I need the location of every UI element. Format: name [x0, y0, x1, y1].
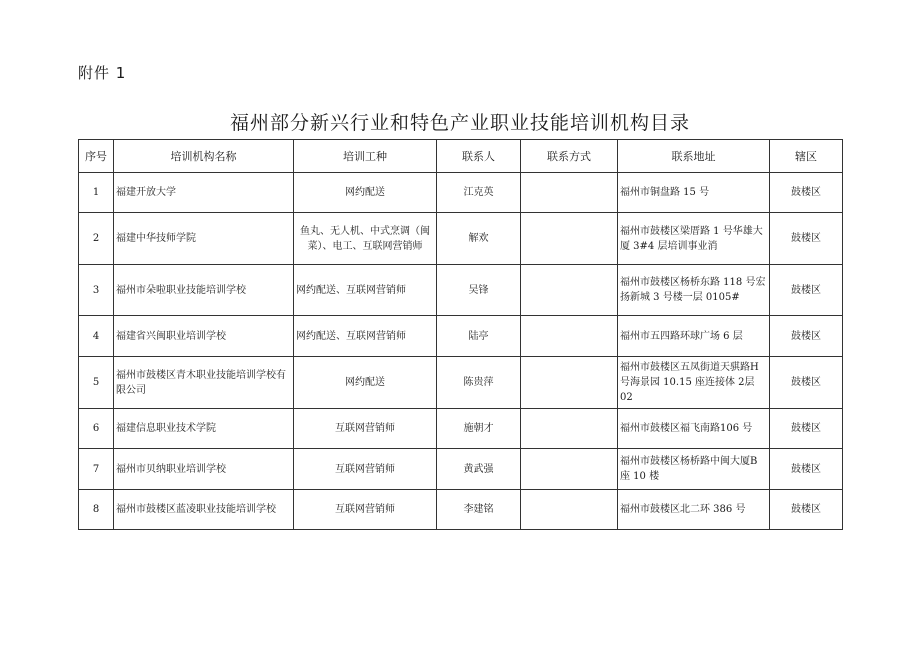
cell-name: 福州市贝纳职业培训学校 — [114, 449, 294, 490]
cell-contact: 陈贵萍 — [437, 357, 521, 409]
cell-no: 2 — [79, 213, 114, 265]
cell-name: 福建中华技师学院 — [114, 213, 294, 265]
table-row — [79, 265, 843, 316]
cell-address: 福州市铜盘路 15 号 — [618, 173, 770, 213]
cell-trade: 网约配送、互联网营销师 — [294, 316, 437, 357]
cell-address: 福州市鼓楼区杨桥东路 118 号宏扬新城 3 号楼一层 0105# — [618, 265, 770, 316]
cell-phone — [521, 213, 618, 265]
cell-phone — [521, 357, 618, 409]
cell-no: 4 — [79, 316, 114, 357]
training-directory-table — [78, 139, 843, 530]
cell-no: 3 — [79, 265, 114, 316]
cell-address: 福州市鼓楼区梁厝路 1 号华雄大厦 3#4 层培训事业消 — [618, 213, 770, 265]
cell-name: 福建信息职业技术学院 — [114, 409, 294, 449]
cell-contact: 解欢 — [437, 213, 521, 265]
cell-district: 鼓楼区 — [770, 490, 843, 530]
cell-trade: 网约配送 — [294, 173, 437, 213]
cell-district: 鼓楼区 — [770, 357, 843, 409]
table-row — [79, 490, 843, 530]
cell-phone — [521, 265, 618, 316]
cell-name: 福建开放大学 — [114, 173, 294, 213]
cell-address: 福州市五四路环球广场 6 层 — [618, 316, 770, 357]
cell-contact: 陆亭 — [437, 316, 521, 357]
column-header-phone: 联系方式 — [521, 140, 618, 173]
cell-trade: 互联网营销师 — [294, 449, 437, 490]
cell-address: 福州市鼓楼区福飞南路106 号 — [618, 409, 770, 449]
table-row — [79, 357, 843, 409]
column-header-contact: 联系人 — [437, 140, 521, 173]
column-header-district: 辖区 — [770, 140, 843, 173]
column-header-trade: 培训工种 — [294, 140, 437, 173]
table-row — [79, 409, 843, 449]
cell-name: 福州市鼓楼区青木职业技能培训学校有限公司 — [114, 357, 294, 409]
cell-address: 福州市鼓楼区北二环 386 号 — [618, 490, 770, 530]
cell-phone — [521, 316, 618, 357]
table-row — [79, 316, 843, 357]
cell-district: 鼓楼区 — [770, 449, 843, 490]
cell-no: 5 — [79, 357, 114, 409]
cell-district: 鼓楼区 — [770, 409, 843, 449]
cell-trade: 鱼丸、无人机、中式烹调（闽菜）、电工、互联网营销师 — [294, 213, 437, 265]
attachment-label: 附件 1 — [78, 64, 127, 82]
cell-address: 福州市鼓楼区五凤街道天骐路H 号海景园 10.15 座连接体 2层 02 — [618, 357, 770, 409]
cell-phone — [521, 409, 618, 449]
cell-contact: 吴锋 — [437, 265, 521, 316]
document-title: 福州部分新兴行业和特色产业职业技能培训机构目录 — [229, 112, 690, 134]
cell-no: 1 — [79, 173, 114, 213]
table-row — [79, 173, 843, 213]
cell-address: 福州市鼓楼区杨桥路中闽大厦B 座 10 楼 — [618, 449, 770, 490]
cell-district: 鼓楼区 — [770, 213, 843, 265]
cell-no: 7 — [79, 449, 114, 490]
column-header-address: 联系地址 — [618, 140, 770, 173]
cell-trade: 网约配送 — [294, 357, 437, 409]
cell-trade: 网约配送、互联网营销师 — [294, 265, 437, 316]
cell-phone — [521, 449, 618, 490]
table-header-row — [79, 140, 843, 173]
column-header-no: 序号 — [79, 140, 114, 173]
cell-no: 6 — [79, 409, 114, 449]
cell-contact: 江克英 — [437, 173, 521, 213]
cell-phone — [521, 490, 618, 530]
cell-name: 福建省兴闽职业培训学校 — [114, 316, 294, 357]
table-row — [79, 449, 843, 490]
cell-no: 8 — [79, 490, 114, 530]
cell-district: 鼓楼区 — [770, 173, 843, 213]
cell-phone — [521, 173, 618, 213]
cell-district: 鼓楼区 — [770, 265, 843, 316]
column-header-name: 培训机构名称 — [114, 140, 294, 173]
table-row — [79, 213, 843, 265]
cell-name: 福州市朵啦职业技能培训学校 — [114, 265, 294, 316]
cell-contact: 施朝才 — [437, 409, 521, 449]
cell-contact: 李建铭 — [437, 490, 521, 530]
cell-trade: 互联网营销师 — [294, 490, 437, 530]
cell-trade: 互联网营销师 — [294, 409, 437, 449]
cell-district: 鼓楼区 — [770, 316, 843, 357]
cell-name: 福州市鼓楼区蓝凌职业技能培训学校 — [114, 490, 294, 530]
cell-contact: 黄武强 — [437, 449, 521, 490]
